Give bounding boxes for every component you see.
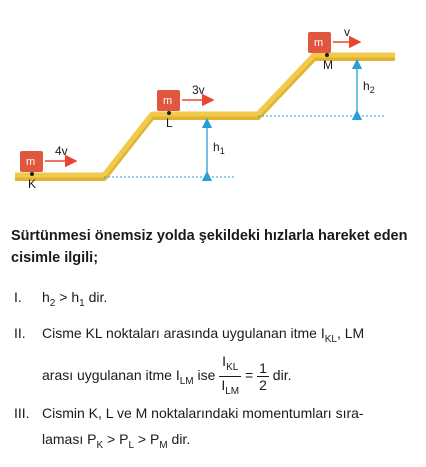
track [15, 55, 395, 175]
point-label-m: M [323, 58, 333, 72]
point-l [167, 111, 171, 115]
track-shadow [15, 58, 395, 178]
height-label-h2: $h_2$ [363, 79, 375, 95]
point-label-l: L [166, 116, 173, 130]
statement-text: $h_2 > h_1$ dir. [42, 289, 108, 309]
mass-label: m [163, 95, 173, 107]
statement-text-line1: Cismin K, L ve M noktalarındaki momentumları sıra- [42, 405, 364, 421]
height-label-h1: $h_1$ [213, 140, 225, 156]
speed-label-k: 4v [55, 144, 68, 158]
mass-label: m [314, 37, 324, 49]
speed-label-m: v [344, 25, 350, 39]
track-figure [0, 0, 426, 210]
question-stem: Sürtünmesi önemsiz yolda şekildeki hızlarla hareket eden cisimle ilgili; [11, 228, 408, 266]
speed-label-l: 3v [192, 83, 205, 97]
fraction-impulse-ratio: $\frac{I_{KL}}{I_{LM}}$ [221, 353, 240, 397]
mass-label: m [26, 156, 36, 168]
statement-ii-line2: arası uygulanan itme $I_{LM}$ ise $\frac{I_{KL}}{I_{LM}}$ = $\frac{1}{2}$ dir. [42, 353, 291, 400]
point-label-k: K [28, 177, 37, 191]
point-k [30, 172, 34, 176]
statement-number: II. [14, 325, 26, 341]
point-m [325, 53, 329, 57]
statement-number: III. [14, 405, 30, 421]
statement-iii-line2: laması $P_K > P_L > P_M$ dir. [42, 431, 191, 451]
fraction-one-half: $\frac{1}{2}$ [259, 359, 267, 393]
statement-text-line1: Cisme KL noktaları arasında uygulanan itme $I_{KL}$, LM [42, 325, 365, 345]
statement-number: I. [14, 289, 22, 305]
